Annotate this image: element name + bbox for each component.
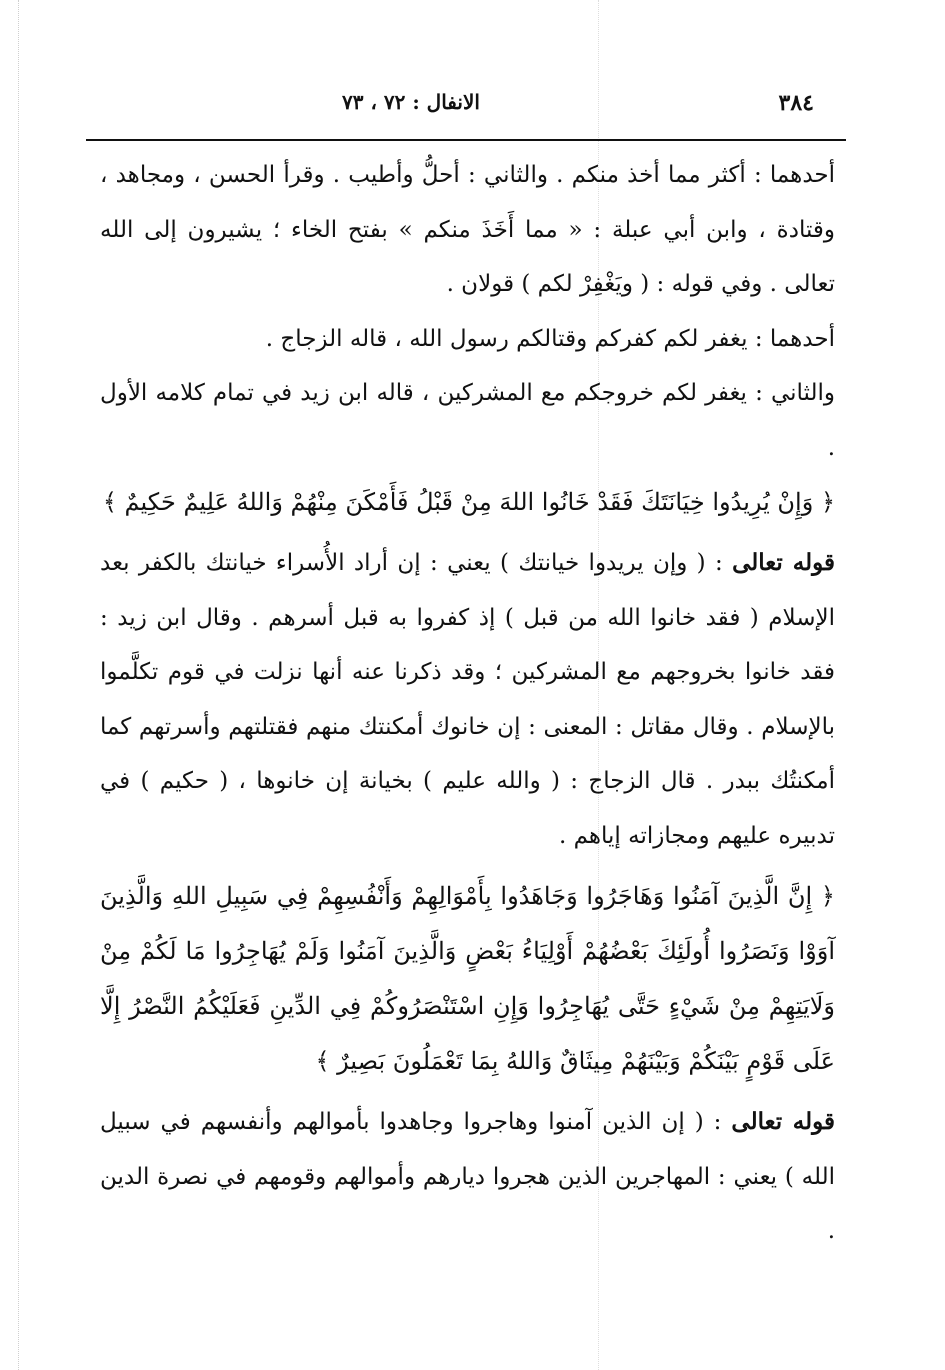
quran-verse: ﴿ إِنَّ الَّذِينَ آمَنُوا وَهَاجَرُوا وَجَاهَدُوا بِأَمْوَالِهِمْ وَأَنْفُسِهِمْ فِي سَبِيلِ اللهِ وَالَّذِينَ آوَوْا وَنَصَرُوا أُولَئِكَ بَعْضُهُمْ أَوْلِيَاءُ بَعْضٍ وَالَّذِينَ آمَنُوا وَلَمْ يُهَاجِرُوا مَا لَكُمْ مِنْ وَلَايَتِهِمْ مِنْ شَيْءٍ حَتَّى يُهَاجِرُوا وَإِنِ اسْتَنْصَرُوكُمْ فِي الدِّينِ فَعَلَيْكُمُ النَّصْرُ إِلَّا عَلَى قَوْمٍ بَيْنَكُمْ وَبَيْنَهُمْ مِيثَاقٌ وَاللهُ بِمَا تَعْمَلُونَ بَصِيرٌ ﴾ bbox=[100, 882, 835, 1075]
paragraph: أحدهما : أكثر مما أخذ منكم . والثاني : أحلُّ وأطيب . وقرأ الحسن ، ومجاهد ، وقتادة ، وابن أبي عبلة : « مما أَخَذَ منكم » بفتح الخاء ؛ يشيرون إلى الله تعالى . وفي قوله : ( ويَغْفِرْ لكم ) قولان . bbox=[100, 162, 835, 297]
commentary-label: قوله تعالى bbox=[732, 549, 836, 576]
paragraph: أحدهما : يغفر لكم كفركم وقتالكم رسول الله ، قاله الزجاج . bbox=[265, 325, 835, 352]
commentary-label: قوله تعالى bbox=[731, 1108, 835, 1135]
paragraph: والثاني : يغفر لكم خروجكم مع المشركين ، قاله ابن زيد في تمام كلامه الأول . bbox=[100, 380, 835, 461]
page-number: ٣٨٤ bbox=[778, 90, 814, 116]
commentary-text: : ( إن الذين آمنوا وهاجروا وجاهدوا بأموالهم وأنفسهم في سبيل الله ) يعني : المهاجرين الذين هجروا ديارهم وأموالهم وقومهم في نصرة الدين . bbox=[100, 1109, 835, 1244]
page-header bbox=[92, 84, 836, 124]
quran-verse: ﴿ وَإِنْ يُرِيدُوا خِيَانَتَكَ فَقَدْ خَانُوا اللهَ مِنْ قَبْلُ فَأَمْكَنَ مِنْهُمْ وَاللهُ عَلِيمٌ حَكِيمٌ ﴾ bbox=[102, 488, 835, 516]
commentary-paragraph bbox=[100, 536, 835, 863]
page-body bbox=[100, 148, 835, 1259]
running-head: الانفال : ٧٢ ، ٧٣ bbox=[342, 90, 480, 114]
scan-artifact-line bbox=[18, 0, 19, 1370]
commentary-paragraph bbox=[100, 1095, 835, 1259]
commentary-text: : ( وإن يريدوا خيانتك ) يعني : إن أراد الأُسراء خيانتك بالكفر بعد الإسلام ( فقد خانوا الله من قبل ) إذ كفروا به قبل أسرهم . وقال ابن زيد : فقد خانوا بخروجهم مع المشركين ؛ وقد ذكرنا عنه أنها نزلت في قوم تكلَّموا بالإسلام . وقال مقاتل : المعنى : إن خانوك أمكنتك منهم فقتلتهم وأسرتهم كما أمكنتُك ببدر . قال الزجاج : ( والله عليم ) بخيانة إن خانوها ، ( حكيم ) في تدبيره عليهم ومجازاته إياهم . bbox=[100, 550, 835, 849]
header-rule bbox=[86, 139, 846, 141]
